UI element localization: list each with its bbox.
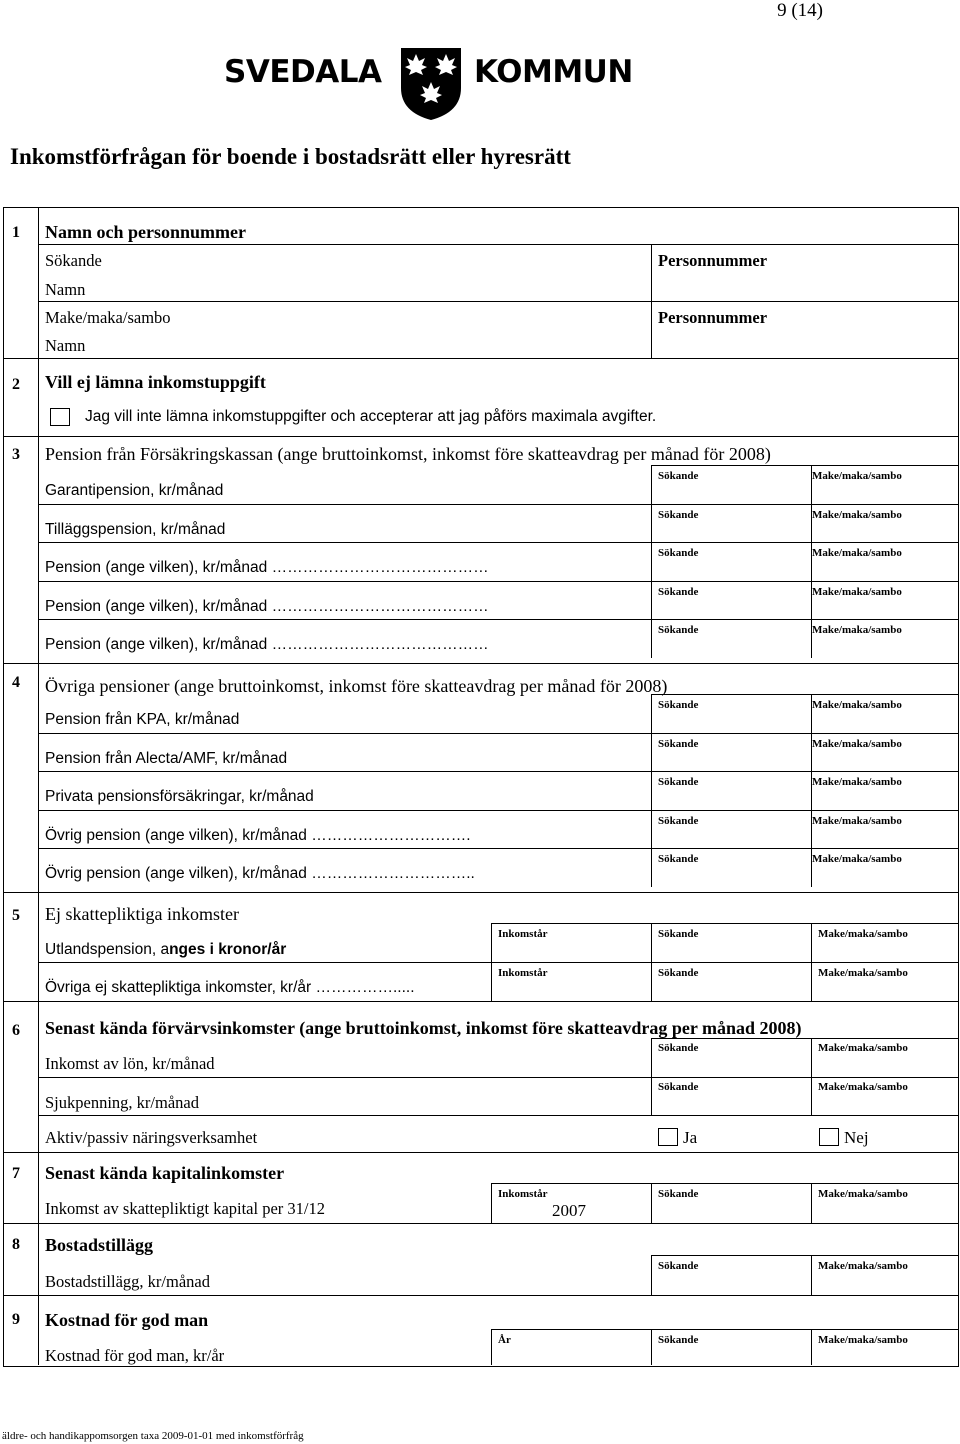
nej-label: Nej bbox=[844, 1128, 869, 1147]
col-sokande: Sökande bbox=[658, 814, 699, 827]
col-sokande: Sökande bbox=[658, 508, 699, 521]
col-make: Make/maka/sambo bbox=[818, 1260, 908, 1272]
section-heading: Bostadstillägg bbox=[45, 1235, 154, 1255]
page-title: Inkomstförfrågan för boende i bostadsrätt eller hyresrätt bbox=[10, 144, 571, 169]
row-divider bbox=[651, 465, 958, 466]
column-divider bbox=[811, 694, 812, 887]
col-sokande: Sökande bbox=[658, 1188, 699, 1200]
column-divider bbox=[651, 1329, 652, 1365]
opt-out-label: Jag vill inte lämna inkomstuppgifter och accepterar att jag påförs maximala avgifter. bbox=[85, 408, 657, 425]
col-make: Make/maka/sambo bbox=[812, 776, 902, 789]
section-divider bbox=[4, 436, 958, 437]
col-make: Make/maka/sambo bbox=[818, 1188, 908, 1200]
col-inkomstar: Inkomstår bbox=[498, 928, 548, 940]
salary-label: Inkomst av lön, kr/månad bbox=[45, 1054, 215, 1073]
column-divider bbox=[651, 1183, 652, 1223]
housing-allowance-label: Bostadstillägg, kr/månad bbox=[45, 1272, 210, 1291]
section-heading: Vill ej lämna inkomstuppgift bbox=[45, 372, 266, 392]
nej-checkbox[interactable] bbox=[819, 1128, 839, 1146]
row-divider bbox=[38, 848, 958, 849]
row-divider bbox=[38, 301, 958, 302]
col-sokande: Sökande bbox=[658, 585, 699, 598]
logo-text-left: SVEDALA bbox=[224, 54, 382, 90]
spouse-label: Make/maka/sambo bbox=[45, 308, 171, 327]
section-heading: Ej skattepliktiga inkomster bbox=[45, 904, 239, 924]
section-divider bbox=[4, 892, 958, 893]
row-divider bbox=[491, 1183, 958, 1184]
ja-checkbox[interactable] bbox=[658, 1128, 678, 1146]
income-row-label: Pension från Alecta/AMF, kr/månad bbox=[45, 749, 288, 767]
coat-of-arms-icon bbox=[396, 44, 466, 122]
section-heading: Senast kända kapitalinkomster bbox=[45, 1163, 285, 1183]
col-make: Make/maka/sambo bbox=[818, 967, 908, 979]
row-divider bbox=[38, 581, 958, 582]
col-make: Make/maka/sambo bbox=[818, 928, 908, 940]
page-number: 9 (14) bbox=[777, 0, 823, 21]
section-number: 4 bbox=[12, 674, 20, 691]
col-sokande: Sökande bbox=[658, 470, 699, 482]
section-number: 3 bbox=[12, 446, 20, 463]
row-divider bbox=[38, 504, 958, 505]
income-row-label: Pension (ange vilken), kr/månad …………………………………… bbox=[45, 636, 489, 654]
col-inkomstar: Inkomstår bbox=[498, 1188, 548, 1200]
income-row-label: Pension (ange vilken), kr/månad …………………………………… bbox=[45, 559, 489, 577]
column-divider bbox=[491, 1329, 492, 1365]
col-sokande: Sökande bbox=[658, 1042, 699, 1054]
col-sokande: Sökande bbox=[658, 1334, 699, 1346]
section-number: 2 bbox=[12, 376, 20, 393]
income-row-label: Övrig pension (ange vilken), kr/månad …………………………. bbox=[45, 826, 471, 844]
col-sokande: Sökande bbox=[658, 967, 699, 979]
col-sokande: Sökande bbox=[658, 624, 699, 637]
col-make: Make/maka/sambo bbox=[818, 1042, 908, 1054]
row-divider bbox=[38, 619, 958, 620]
sick-pay-label: Sjukpenning, kr/månad bbox=[45, 1093, 199, 1112]
section-number: 7 bbox=[12, 1165, 20, 1182]
col-sokande: Sökande bbox=[658, 547, 699, 560]
logo-text-right: KOMMUN bbox=[474, 54, 633, 90]
col-make: Make/maka/sambo bbox=[812, 699, 902, 711]
section-divider bbox=[4, 1152, 958, 1153]
other-nontaxable-label: Övriga ej skattepliktiga inkomster, kr/år ……………..... bbox=[45, 979, 415, 996]
row-divider bbox=[491, 923, 958, 924]
section-divider bbox=[4, 663, 958, 664]
section-divider bbox=[4, 1295, 958, 1296]
col-sokande: Sökande bbox=[658, 928, 699, 940]
column-divider bbox=[811, 465, 812, 658]
income-row-label: Privata pensionsförsäkringar, kr/månad bbox=[45, 788, 314, 806]
row-divider bbox=[38, 542, 958, 543]
opt-out-checkbox[interactable] bbox=[50, 408, 70, 426]
section-number: 8 bbox=[12, 1236, 20, 1253]
foreign-pension-label-a: Utlandspension, a bbox=[45, 941, 170, 958]
income-row-label: Pension (ange vilken), kr/månad …………………………………… bbox=[45, 597, 489, 615]
foreign-pension-label-b: nges i kronor/år bbox=[169, 941, 287, 958]
row-divider bbox=[38, 962, 958, 963]
row-divider bbox=[38, 771, 958, 772]
guardian-cost-label: Kostnad för god man, kr/år bbox=[45, 1346, 225, 1365]
section-heading: Pension från Försäkringskassan (ange bruttoinkomst, inkomst före skatteavdrag per månad för 2008) bbox=[45, 444, 771, 464]
capital-year-value: 2007 bbox=[552, 1201, 586, 1220]
col-inkomstar: Inkomstår bbox=[498, 967, 548, 979]
income-row-label: Pension från KPA, kr/månad bbox=[45, 711, 240, 728]
section-divider bbox=[4, 1223, 958, 1224]
col-ar: År bbox=[498, 1334, 511, 1346]
income-row-label: Övrig pension (ange vilken), kr/månad ………………………….. bbox=[45, 865, 475, 883]
col-make: Make/maka/sambo bbox=[812, 624, 902, 637]
col-sokande: Sökande bbox=[658, 699, 699, 711]
form-table bbox=[3, 207, 959, 1367]
foreign-pension-label bbox=[45, 941, 286, 959]
col-make: Make/maka/sambo bbox=[812, 508, 902, 521]
applicant-name-field[interactable]: Namn bbox=[45, 280, 86, 299]
row-divider bbox=[38, 1077, 958, 1078]
section-number: 5 bbox=[12, 907, 20, 924]
col-make: Make/maka/sambo bbox=[818, 1081, 908, 1093]
col-sokande: Sökande bbox=[658, 853, 699, 866]
capital-income-label: Inkomst av skattepliktigt kapital per 31/12 bbox=[45, 1199, 325, 1218]
column-divider bbox=[651, 694, 652, 887]
col-make: Make/maka/sambo bbox=[812, 470, 902, 482]
column-divider bbox=[651, 1255, 652, 1295]
row-divider bbox=[38, 1115, 958, 1116]
col-sokande: Sökande bbox=[658, 1081, 699, 1093]
col-sokande: Sökande bbox=[658, 776, 699, 789]
sokande-label: Sökande bbox=[45, 251, 102, 270]
col-make: Make/maka/sambo bbox=[818, 1334, 908, 1346]
column-divider bbox=[491, 1183, 492, 1223]
col-make: Make/maka/sambo bbox=[812, 737, 902, 750]
business-activity-label: Aktiv/passiv näringsverksamhet bbox=[45, 1128, 258, 1147]
ja-label: Ja bbox=[683, 1128, 698, 1147]
row-divider bbox=[491, 1329, 958, 1330]
col-make: Make/maka/sambo bbox=[812, 585, 902, 598]
section-heading: Senast kända förvärvsinkomster (ange bruttoinkomst, inkomst före skatteavdrag per månad 2008) bbox=[45, 1018, 802, 1038]
section-divider bbox=[4, 358, 958, 359]
column-divider bbox=[811, 1329, 812, 1365]
section-divider bbox=[4, 1001, 958, 1002]
row-divider bbox=[651, 1038, 958, 1039]
column-divider bbox=[811, 1255, 812, 1295]
section-heading: Namn och personnummer bbox=[45, 222, 246, 242]
spouse-name-field[interactable]: Namn bbox=[45, 336, 86, 355]
col-sokande: Sökande bbox=[658, 1260, 699, 1272]
column-divider bbox=[651, 465, 652, 658]
section-number: 9 bbox=[12, 1311, 20, 1328]
col-make: Make/maka/sambo bbox=[812, 853, 902, 866]
row-divider bbox=[38, 244, 958, 245]
column-divider bbox=[811, 1183, 812, 1223]
municipality-logo bbox=[224, 44, 636, 122]
applicant-personnummer-field[interactable]: Personnummer bbox=[658, 251, 768, 270]
row-divider bbox=[651, 1255, 958, 1256]
income-row-label: Tilläggspension, kr/månad bbox=[45, 520, 226, 538]
section-number: 1 bbox=[12, 224, 20, 241]
row-divider bbox=[38, 810, 958, 811]
income-row-label: Garantipension, kr/månad bbox=[45, 482, 224, 499]
section-number: 6 bbox=[12, 1022, 20, 1039]
col-make: Make/maka/sambo bbox=[812, 814, 902, 827]
row-divider bbox=[38, 733, 958, 734]
section-heading: Övriga pensioner (ange bruttoinkomst, inkomst före skatteavdrag per månad för 2008) bbox=[45, 676, 668, 696]
row-divider bbox=[651, 694, 958, 695]
number-column-divider bbox=[38, 208, 39, 1365]
section-heading: Kostnad för god man bbox=[45, 1310, 209, 1330]
footer-text: äldre- och handikappomsorgen taxa 2009-01-01 med inkomstförfråg bbox=[2, 1430, 304, 1442]
spouse-personnummer-field[interactable]: Personnummer bbox=[658, 308, 768, 327]
col-sokande: Sökande bbox=[658, 737, 699, 750]
col-make: Make/maka/sambo bbox=[812, 547, 902, 560]
